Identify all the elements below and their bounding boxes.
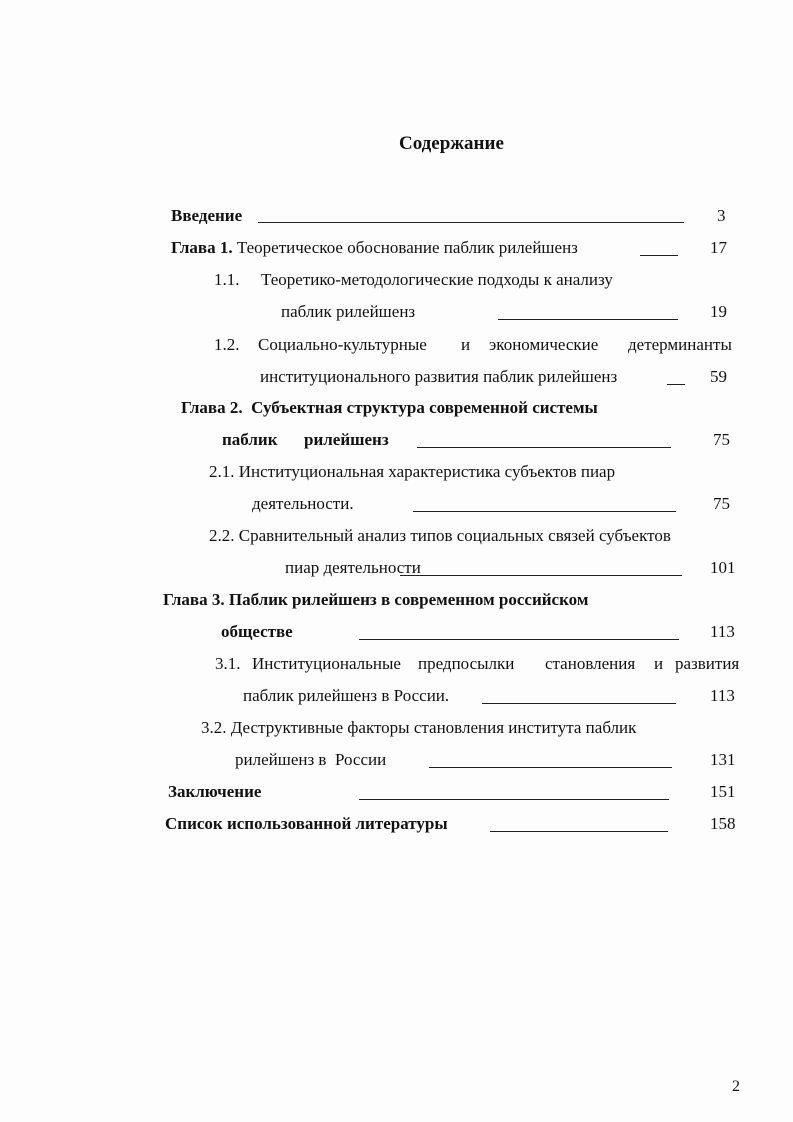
toc-s11-page: 19: [710, 302, 727, 321]
toc-s22-page: 101: [710, 558, 736, 577]
toc-leader-line: [359, 799, 669, 800]
toc-s11-line1: Теоретико-методологические подходы к анализу: [261, 270, 613, 289]
toc-s12-word4: детерминанты: [628, 335, 732, 354]
toc-leader-line: [417, 447, 671, 448]
toc-conclusion-label: Заключение: [168, 782, 262, 801]
toc-s12-number: 1.2.: [214, 335, 240, 354]
toc-ch2-word2: рилейшенз: [304, 430, 389, 449]
toc-s32-page: 131: [710, 750, 736, 769]
toc-s22-line1: 2.2. Сравнительный анализ типов социальных связей субъектов: [209, 526, 671, 545]
toc-leader-line: [359, 639, 679, 640]
toc-s21-line2: деятельности.: [252, 494, 354, 513]
toc-leader-line: [490, 831, 668, 832]
toc-ch3-line2: обществе: [221, 622, 293, 641]
toc-leader-line: [640, 255, 678, 256]
toc-s12-line2: институционального развития паблик рилейшенз: [260, 367, 618, 386]
toc-leader-line: [498, 319, 678, 320]
toc-ch1-entry: [171, 238, 578, 258]
page-number: 2: [732, 1078, 740, 1095]
toc-references-label: Список использованной литературы: [165, 814, 448, 833]
toc-s12-page: 59: [710, 367, 727, 386]
toc-leader-line: [258, 222, 684, 223]
toc-s31-number: 3.1.: [215, 654, 241, 673]
toc-leader-line: [413, 511, 676, 512]
toc-leader-line: [482, 703, 676, 704]
toc-s31-word2: предпосылки: [418, 654, 515, 673]
toc-s31-word4: и: [654, 654, 664, 673]
toc-s22-line2: пиар деятельности: [285, 558, 421, 577]
toc-s21-page: 75: [713, 494, 730, 513]
toc-leader-line: [400, 575, 682, 576]
toc-ch2-word1: паблик: [222, 430, 278, 449]
toc-s31-page: 113: [710, 686, 735, 705]
toc-ch2-line1: Глава 2. Субъектная структура современной системы: [181, 398, 598, 417]
toc-references-page: 158: [710, 814, 736, 833]
toc-ch3-line1: Глава 3. Паблик рилейшенз в современном российском: [163, 590, 589, 609]
toc-ch1-prefix: Глава 1.: [171, 238, 233, 257]
toc-ch1-page: 17: [710, 238, 727, 257]
toc-ch1-label: Теоретическое обоснование паблик рилейшенз: [236, 238, 578, 257]
toc-ch3-page: 113: [710, 622, 735, 641]
page-title: Содержание: [399, 133, 504, 154]
toc-s31-line2: паблик рилейшенз в России.: [243, 686, 450, 705]
toc-s21-line1: 2.1. Институциональная характеристика субъектов пиар: [209, 462, 616, 481]
toc-s12-word2: и: [461, 335, 471, 354]
toc-intro-page: 3: [717, 206, 726, 225]
toc-leader-line: [429, 767, 672, 768]
toc-s31-word5: развития: [675, 654, 740, 673]
toc-conclusion-page: 151: [710, 782, 736, 801]
toc-s31-word3: становления: [545, 654, 636, 673]
toc-s12-word3: экономические: [489, 335, 599, 354]
toc-s31-word1: Институциональные: [252, 654, 401, 673]
toc-leader-line: [667, 384, 685, 385]
toc-s32-line2: рилейшенз в России: [235, 750, 387, 769]
toc-intro-label: Введение: [171, 206, 243, 225]
toc-s12-word1: Социально-культурные: [258, 335, 427, 354]
toc-s32-line1: 3.2. Деструктивные факторы становления института паблик: [201, 718, 637, 737]
toc-ch2-page: 75: [713, 430, 730, 449]
toc-s11-line2: паблик рилейшенз: [281, 302, 416, 321]
toc-s11-number: 1.1.: [214, 270, 240, 289]
